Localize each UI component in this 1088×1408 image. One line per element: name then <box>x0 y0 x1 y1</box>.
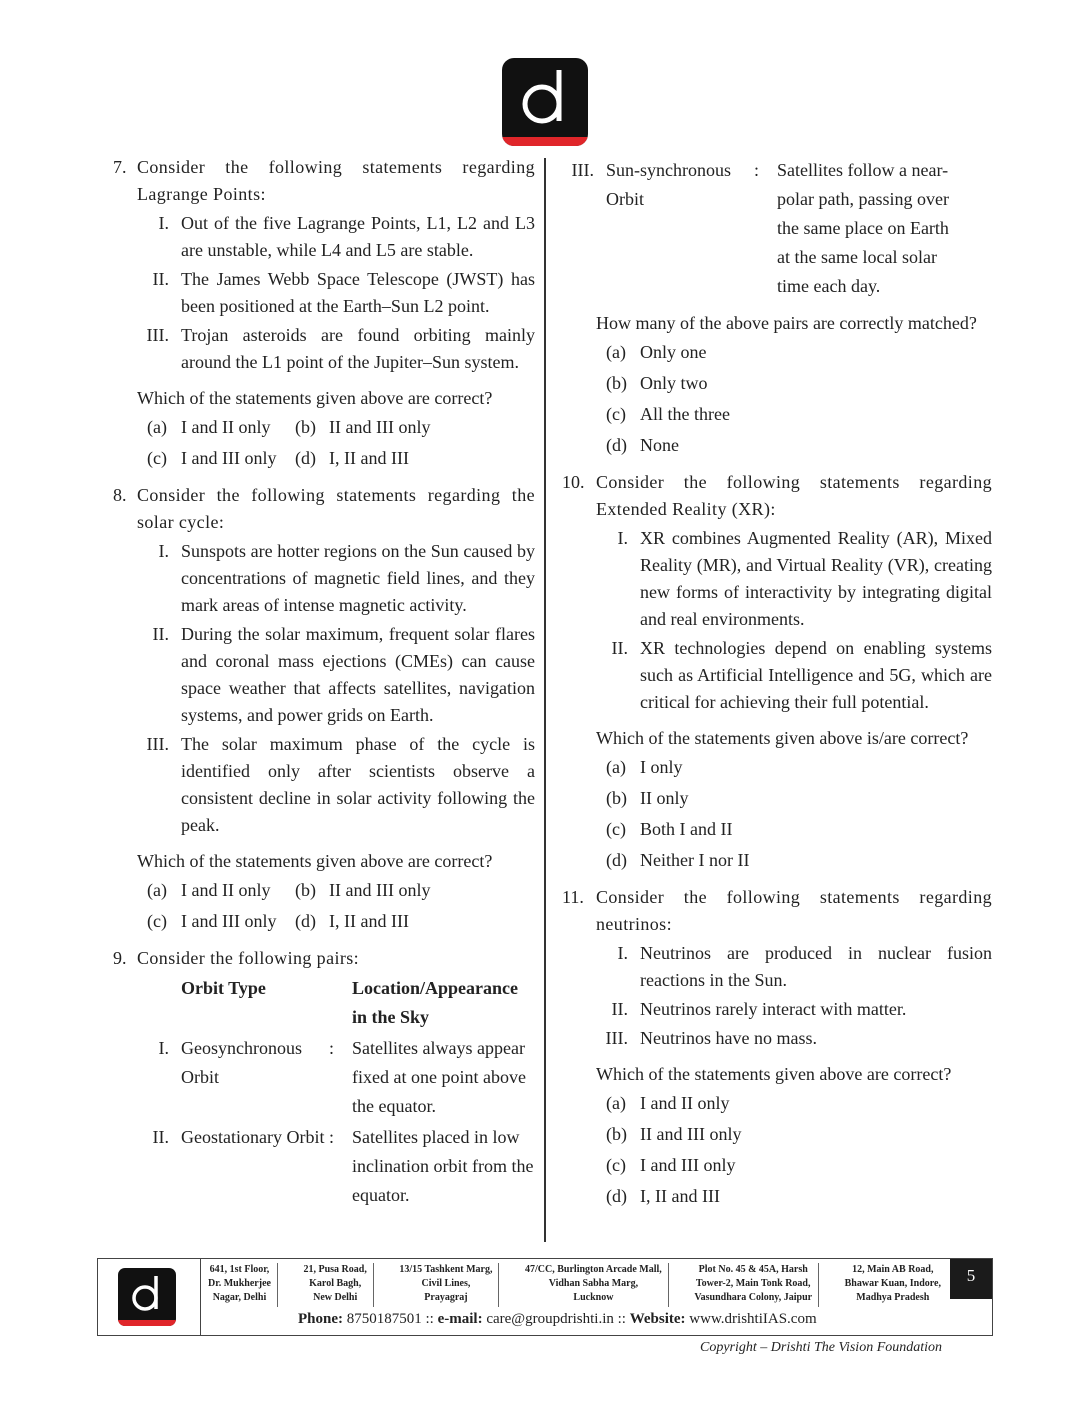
logo-d-icon <box>118 1268 176 1320</box>
logo-d-icon <box>502 58 588 138</box>
option-label: (d) <box>295 911 316 931</box>
pair-colon: : <box>329 1038 335 1058</box>
address-line: Vidhan Sabha Marg, <box>548 1278 639 1289</box>
statement-text: The James Webb Space Telescope (JWST) has been positioned at the Earth–Sun L2 point. <box>181 269 535 316</box>
question-number: 7. <box>113 157 127 177</box>
option-text: Neither I nor II <box>640 850 750 870</box>
address-line: Madhya Pradesh <box>856 1292 930 1303</box>
address-line: Nagar, Delhi <box>212 1292 267 1303</box>
statement-text: The solar maximum phase of the cycle is identified only after scientists observe a consistent decline in solar activity following the peak. <box>181 734 535 835</box>
option-text: I and III only <box>181 911 277 931</box>
statement-text: XR technologies depend on enabling systems such as Artificial Intelligence and 5G, which are critical for achieving their full potential. <box>640 638 992 712</box>
email-label: e-mail: <box>437 1311 483 1327</box>
statement-text: Neutrinos are produced in nuclear fusion reactions in the Sun. <box>640 943 992 990</box>
option[interactable] <box>606 783 992 814</box>
question-text: Consider the following statements regarding the solar cycle: <box>137 485 535 532</box>
option-text: Only one <box>640 342 707 362</box>
sep: :: <box>617 1311 626 1327</box>
question <box>562 469 992 876</box>
address-line: Bhawar Kuan, Indore, <box>844 1278 941 1289</box>
option[interactable] <box>295 443 495 474</box>
option-label: (b) <box>606 788 627 808</box>
question <box>562 884 992 1212</box>
option-label: (a) <box>606 757 626 777</box>
drishti-logo <box>502 58 588 146</box>
left-column <box>113 154 535 1218</box>
options <box>596 337 992 461</box>
option[interactable] <box>606 430 992 461</box>
options <box>137 412 535 474</box>
option-text: II and III only <box>640 1124 742 1144</box>
option-text: Both I and II <box>640 819 733 839</box>
header-location: Location/Appearance in the Sky <box>352 978 518 1027</box>
pair-orbit: Geosynchronous Orbit <box>181 1038 302 1087</box>
pair-row <box>137 1123 535 1210</box>
option[interactable] <box>606 1119 992 1150</box>
option-text: I and II only <box>640 1093 730 1113</box>
option-label: (a) <box>147 417 167 437</box>
option[interactable] <box>295 875 495 906</box>
option[interactable] <box>606 814 992 845</box>
option-text: None <box>640 435 679 455</box>
website-link[interactable]: www.drishtiIAS.com <box>689 1311 817 1327</box>
statement-numeral: I. <box>617 943 628 963</box>
option-text: I and III only <box>181 448 277 468</box>
options <box>596 752 992 876</box>
statement-numeral: II. <box>152 624 169 644</box>
statement <box>137 621 535 729</box>
option-label: (c) <box>606 819 626 839</box>
option[interactable] <box>606 1181 992 1212</box>
statement-numeral: III. <box>605 1028 628 1048</box>
option-label: (b) <box>295 880 316 900</box>
address-line: Plot No. 45 & 45A, Harsh <box>698 1264 808 1275</box>
question-number: 9. <box>113 948 127 968</box>
option-label: (d) <box>606 435 627 455</box>
statement-text: During the solar maximum, frequent solar flares and coronal mass ejections (CMEs) can cause space weather that affects satellites, navigation systems, and power grids on Earth. <box>181 624 535 725</box>
pairs-header <box>137 974 535 1032</box>
question-prompt: Which of the statements given above are correct? <box>137 851 493 871</box>
statement <box>596 525 992 633</box>
address-line: Tower-2, Main Tonk Road, <box>695 1278 811 1289</box>
statement <box>137 322 535 376</box>
column-divider <box>544 158 546 1242</box>
header-orbit-type: Orbit Type <box>181 978 266 998</box>
option[interactable] <box>147 906 295 937</box>
option-label: (a) <box>606 342 626 362</box>
statement <box>137 731 535 839</box>
address-line: 13/15 Tashkent Marg, <box>399 1264 493 1275</box>
option[interactable] <box>606 1150 992 1181</box>
website-label: Website: <box>629 1311 686 1327</box>
statement <box>137 538 535 619</box>
footer <box>97 1258 993 1336</box>
pair-location: Satellites follow a near-polar path, passing over the same place on Earth at the same local solar time each day. <box>777 160 949 296</box>
option[interactable] <box>147 412 295 443</box>
question <box>113 482 535 937</box>
statement <box>596 635 992 716</box>
statement <box>596 996 992 1023</box>
email-link[interactable]: care@groupdrishti.in <box>486 1311 614 1327</box>
option-text: II and III only <box>329 880 431 900</box>
options <box>596 1088 992 1212</box>
option-label: (c) <box>147 911 167 931</box>
spacer <box>329 974 352 1032</box>
address-list <box>202 1263 947 1307</box>
pair-colon: : <box>329 1127 335 1147</box>
statement-numeral: I. <box>158 541 169 561</box>
option-text: Only two <box>640 373 708 393</box>
statement-numeral: II. <box>611 638 628 658</box>
options <box>137 875 535 937</box>
statement-text: Neutrinos have no mass. <box>640 1028 817 1048</box>
option-text: I only <box>640 757 683 777</box>
pair-location: Satellites always appear fixed at one point above the equator. <box>352 1038 526 1116</box>
address-line: 47/CC, Burlington Arcade Mall, <box>525 1264 662 1275</box>
statement <box>137 266 535 320</box>
question-prompt: How many of the above pairs are correctly matched? <box>596 313 977 333</box>
address-line: Karol Bagh, <box>309 1278 362 1289</box>
statement-text: Sunspots are hotter regions on the Sun caused by concentrations of magnetic field lines, and they mark areas of intense magnetic activity. <box>181 541 535 615</box>
option-text: All the three <box>640 404 730 424</box>
option-text: I, II and III <box>329 448 409 468</box>
phone-label: Phone: <box>298 1311 343 1327</box>
pair-row <box>562 156 992 301</box>
statement-numeral: I. <box>617 528 628 548</box>
question-text: Consider the following statements regarding Lagrange Points: <box>137 157 535 204</box>
option[interactable] <box>606 845 992 876</box>
option[interactable] <box>606 337 992 368</box>
address-line: Prayagraj <box>424 1292 468 1303</box>
option-label: (d) <box>606 1186 627 1206</box>
address-line: Lucknow <box>573 1292 614 1303</box>
question-prompt: Which of the statements given above are correct? <box>596 1064 952 1084</box>
page-number: 5 <box>950 1259 992 1299</box>
question-number: 10. <box>562 472 585 492</box>
statement <box>137 210 535 264</box>
address-line: Civil Lines, <box>421 1278 471 1289</box>
question-number: 8. <box>113 485 127 505</box>
option-text: I and III only <box>640 1155 736 1175</box>
statement-text: Trojan asteroids are found orbiting mainly around the L1 point of the Jupiter–Sun system. <box>181 325 535 372</box>
option[interactable] <box>606 399 992 430</box>
statement-text: Neutrinos rarely interact with matter. <box>640 999 907 1019</box>
statement-numeral: I. <box>158 213 169 233</box>
option-text: I, II and III <box>329 911 409 931</box>
address-line: New Delhi <box>313 1292 358 1303</box>
option[interactable] <box>295 412 495 443</box>
option[interactable] <box>606 368 992 399</box>
option-label: (b) <box>606 1124 627 1144</box>
address-line: 641, 1st Floor, <box>209 1264 270 1275</box>
copyright: Copyright – Drishti The Vision Foundation <box>700 1340 943 1355</box>
question-number: 11. <box>562 887 584 907</box>
question <box>562 156 992 461</box>
option-label: (a) <box>147 880 167 900</box>
contact-line <box>298 1311 817 1328</box>
pair-location: Satellites placed in low inclination orbit from the equator. <box>352 1127 534 1205</box>
option-label: (c) <box>606 1155 626 1175</box>
question-text: Consider the following pairs: <box>137 948 360 968</box>
question <box>113 154 535 474</box>
option[interactable] <box>606 1088 992 1119</box>
address <box>298 1263 374 1307</box>
option-label: (d) <box>295 448 316 468</box>
option-label: (b) <box>606 373 627 393</box>
pair-numeral: II. <box>152 1127 169 1147</box>
option[interactable] <box>147 875 295 906</box>
option-label: (d) <box>606 850 627 870</box>
option-label: (c) <box>606 404 626 424</box>
right-column <box>562 154 992 1220</box>
option-label: (b) <box>295 417 316 437</box>
option-text: II and III only <box>329 417 431 437</box>
pair-orbit: Sun-synchronous Orbit <box>606 160 731 209</box>
statement <box>596 940 992 994</box>
phone: 8750187501 <box>346 1311 422 1327</box>
question-text: Consider the following statements regarding neutrinos: <box>596 887 992 934</box>
statement-text: XR combines Augmented Reality (AR), Mixed Reality (MR), and Virtual Reality (VR), creating new forms of interactivity by integrating digital and real environments. <box>640 528 992 629</box>
question-prompt: Which of the statements given above are correct? <box>137 388 493 408</box>
address-line: Vasundhara Colony, Jaipur <box>694 1292 813 1303</box>
pair-row <box>137 1034 535 1121</box>
address <box>688 1263 819 1307</box>
option[interactable] <box>606 752 992 783</box>
pair-colon: : <box>754 160 760 180</box>
question-text: Consider the following statements regarding Extended Reality (XR): <box>596 472 992 519</box>
address-line: 12, Main AB Road, <box>852 1264 934 1275</box>
option-label: (c) <box>147 448 167 468</box>
address <box>393 1263 499 1307</box>
option-label: (a) <box>606 1093 626 1113</box>
question <box>113 945 535 1210</box>
statement-numeral: III. <box>146 734 169 754</box>
address <box>202 1263 278 1307</box>
question-prompt: Which of the statements given above is/are correct? <box>596 728 969 748</box>
footer-logo <box>98 1259 201 1335</box>
option-text: II only <box>640 788 689 808</box>
option-text: I, II and III <box>640 1186 720 1206</box>
statement-text: Out of the five Lagrange Points, L1, L2 and L3 are unstable, while L4 and L5 are stable. <box>181 213 535 260</box>
option-text: I and II only <box>181 880 271 900</box>
pair-numeral: III. <box>571 160 594 180</box>
statement-numeral: II. <box>152 269 169 289</box>
address <box>839 1263 947 1307</box>
statement-numeral: II. <box>611 999 628 1019</box>
pair-orbit: Geostationary Orbit <box>181 1127 325 1147</box>
option[interactable] <box>147 443 295 474</box>
address-line: Dr. Mukherjee <box>208 1278 271 1289</box>
option[interactable] <box>295 906 495 937</box>
statement-numeral: III. <box>146 325 169 345</box>
address-line: 21, Pusa Road, <box>303 1264 367 1275</box>
sep: :: <box>425 1311 434 1327</box>
pair-numeral: I. <box>158 1038 169 1058</box>
option-text: I and II only <box>181 417 271 437</box>
address <box>519 1263 669 1307</box>
statement <box>596 1025 992 1052</box>
